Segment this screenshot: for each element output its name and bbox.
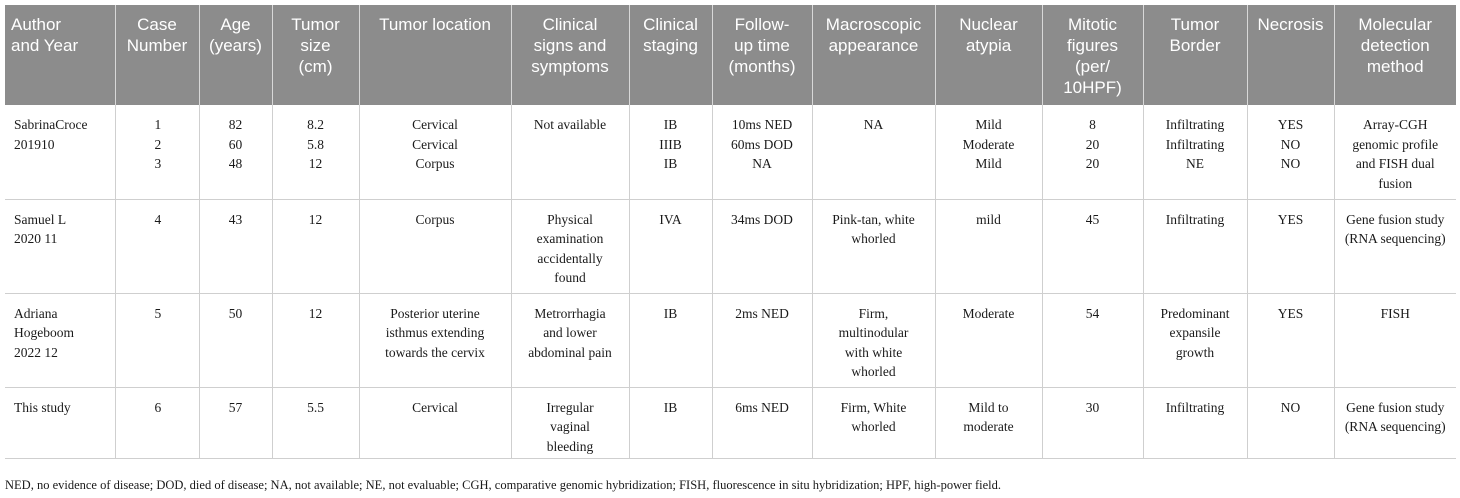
cell-line: NA xyxy=(863,117,884,132)
table-row xyxy=(5,105,1456,199)
cell-mitotic-figures xyxy=(1042,387,1143,458)
cell-line: Irregular xyxy=(546,399,594,415)
cell-line: 57 xyxy=(228,399,243,415)
header-age xyxy=(199,5,272,105)
cell-line: mild xyxy=(976,211,1001,227)
cell-line: Number xyxy=(126,36,188,55)
cell-line: This study xyxy=(14,399,71,415)
cell-case-number xyxy=(115,387,199,458)
cell-line: 5 xyxy=(154,305,162,321)
cell-tumor-location xyxy=(359,199,511,293)
cell-line: 20 xyxy=(1085,136,1100,152)
cell-line: 6 xyxy=(154,399,162,415)
cell-line: NO xyxy=(1280,399,1301,415)
cell-clinical-signs xyxy=(511,105,629,199)
cell-tumor-size xyxy=(272,293,359,387)
cell-tumor-size xyxy=(272,199,359,293)
cell-line: NO xyxy=(1280,156,1301,171)
cell-age xyxy=(199,293,272,387)
cell-nuclear-atypia xyxy=(935,293,1042,387)
header-clinical-staging xyxy=(629,5,712,105)
cell-line: expansile xyxy=(1169,325,1221,340)
header-macroscopic-appearance xyxy=(812,5,935,105)
cell-case-number xyxy=(115,199,199,293)
cell-line: Clinical xyxy=(643,15,698,34)
cell-macroscopic-appearance xyxy=(812,387,935,458)
cell-line: FISH xyxy=(1380,305,1410,321)
cell-clinical-signs xyxy=(511,199,629,293)
cell-line: Corpus xyxy=(415,156,455,171)
case-comparison-table xyxy=(5,5,1456,459)
cell-line: (RNA sequencing) xyxy=(1344,231,1446,246)
cell-line: YES xyxy=(1277,305,1304,321)
table-row xyxy=(5,199,1456,293)
cell-line: Mitotic xyxy=(1067,15,1118,34)
cell-line: symptoms xyxy=(531,57,609,76)
cell-line: growth xyxy=(1175,344,1215,360)
cell-tumor-size xyxy=(272,387,359,458)
cell-line: staging xyxy=(643,36,698,55)
cell-tumor-location xyxy=(359,293,511,387)
cell-age xyxy=(199,199,272,293)
cell-line: (cm) xyxy=(298,57,333,76)
cell-line: Cervical xyxy=(412,117,458,132)
cell-line: 2020 11 xyxy=(14,231,58,246)
cell-line: Molecular xyxy=(1358,15,1433,34)
cell-line: Infiltrating xyxy=(1165,117,1225,132)
cell-line: 201910 xyxy=(14,136,55,152)
cell-macroscopic-appearance xyxy=(812,105,935,199)
cell-line: Infiltrating xyxy=(1165,211,1225,227)
cell-nuclear-atypia xyxy=(935,105,1042,199)
cell-nuclear-atypia xyxy=(935,199,1042,293)
header-tumor-border xyxy=(1143,5,1247,105)
header-case-number xyxy=(115,5,199,105)
cell-line: Author xyxy=(11,15,62,34)
cell-molecular-method xyxy=(1334,105,1456,199)
cell-line: with white xyxy=(844,344,903,360)
header-nuclear-atypia xyxy=(935,5,1042,105)
cell-line: 30 xyxy=(1085,399,1100,415)
cell-line: 20 xyxy=(1085,156,1100,171)
cell-follow-up-time xyxy=(712,293,812,387)
cell-line: and lower xyxy=(543,325,597,340)
cell-follow-up-time xyxy=(712,387,812,458)
cell-line: Nuclear xyxy=(959,15,1018,34)
cell-line: IB xyxy=(663,399,678,415)
cell-line: 60ms DOD xyxy=(731,136,793,152)
cell-tumor-location xyxy=(359,387,511,458)
cell-molecular-method xyxy=(1334,293,1456,387)
cell-line: figures xyxy=(1066,36,1119,55)
cell-line: 1 xyxy=(154,117,162,132)
cell-necrosis xyxy=(1247,387,1334,458)
cell-line: IIIB xyxy=(659,136,682,152)
cell-line: Hogeboom xyxy=(14,325,74,340)
cell-line: signs and xyxy=(533,36,607,55)
cell-line: moderate xyxy=(963,419,1014,434)
cell-line: accidentally xyxy=(537,250,603,266)
header-row xyxy=(5,5,1456,105)
cell-molecular-method xyxy=(1334,199,1456,293)
cell-clinical-staging xyxy=(629,199,712,293)
cell-mitotic-figures xyxy=(1042,105,1143,199)
cell-line: appearance xyxy=(828,36,919,55)
cell-line: bleeding xyxy=(546,438,594,454)
cell-clinical-staging xyxy=(629,293,712,387)
cell-line: Infiltrating xyxy=(1165,136,1225,152)
cell-line: Predominant xyxy=(1160,305,1230,321)
cell-line: whorled xyxy=(851,419,896,434)
cell-line: SabrinaCroce xyxy=(14,117,88,132)
cell-clinical-signs xyxy=(511,387,629,458)
cell-line: Mild xyxy=(975,117,1002,132)
cell-line: Not available xyxy=(533,117,607,132)
cell-line: Mild xyxy=(975,156,1002,171)
cell-line: 2ms NED xyxy=(735,305,789,321)
cell-line: 82 xyxy=(228,117,243,132)
cell-line: Samuel L xyxy=(14,211,67,227)
cell-line: atypia xyxy=(965,36,1012,55)
table-body xyxy=(5,105,1456,458)
cell-line: 12 xyxy=(308,211,323,227)
cell-line: 2 xyxy=(154,136,162,152)
cell-line: (years) xyxy=(209,36,262,55)
cell-line: Cervical xyxy=(412,136,458,152)
cell-follow-up-time xyxy=(712,105,812,199)
cell-clinical-staging xyxy=(629,387,712,458)
cell-necrosis xyxy=(1247,105,1334,199)
cell-line: IB xyxy=(663,305,678,321)
cell-line: found xyxy=(554,270,586,285)
cell-age xyxy=(199,387,272,458)
cell-case-number xyxy=(115,293,199,387)
cell-line: NA xyxy=(752,156,772,171)
cell-line: Firm, xyxy=(858,305,889,321)
cell-line: 5.8 xyxy=(307,136,324,152)
cell-author-and-year xyxy=(5,387,115,458)
header-molecular-method xyxy=(1334,5,1456,105)
cell-line: Array-CGH xyxy=(1363,117,1428,132)
cell-line: Corpus xyxy=(415,211,455,227)
cell-necrosis xyxy=(1247,293,1334,387)
cell-line: Necrosis xyxy=(1257,15,1324,34)
cell-necrosis xyxy=(1247,199,1334,293)
cell-line: Macroscopic xyxy=(825,15,922,34)
cell-line: NO xyxy=(1280,136,1301,152)
cell-line: whorled xyxy=(851,231,896,246)
cell-line: up time xyxy=(734,36,790,55)
cell-line: 6ms NED xyxy=(735,399,789,415)
cell-line: 60 xyxy=(228,136,243,152)
cell-line: Moderate xyxy=(962,136,1015,152)
cell-line: vaginal xyxy=(550,419,590,434)
cell-line: 48 xyxy=(228,156,243,171)
cell-author-and-year xyxy=(5,105,115,199)
cell-line: Physical xyxy=(547,211,593,227)
cell-line: 43 xyxy=(228,211,243,227)
header-tumor-size xyxy=(272,5,359,105)
cell-line: Tumor xyxy=(291,15,340,34)
cell-line: Posterior uterine xyxy=(390,305,480,321)
cell-line: 10ms NED xyxy=(731,117,793,132)
header-clinical-signs xyxy=(511,5,629,105)
cell-line: 8 xyxy=(1089,117,1096,132)
cell-line: 2022 12 xyxy=(14,344,58,360)
cell-line: 54 xyxy=(1085,305,1100,321)
cell-clinical-signs xyxy=(511,293,629,387)
cell-line: 50 xyxy=(228,305,243,321)
cell-line: NE xyxy=(1186,156,1204,171)
cell-line: and FISH dual xyxy=(1355,156,1435,171)
cell-line: Border xyxy=(1169,36,1221,55)
cell-line: 12 xyxy=(308,305,323,321)
cell-line: YES xyxy=(1277,211,1304,227)
table-row xyxy=(5,293,1456,387)
cell-tumor-border xyxy=(1143,199,1247,293)
cell-line: 4 xyxy=(154,211,162,227)
cell-line: examination xyxy=(536,231,604,246)
cell-line: Gene fusion study xyxy=(1346,211,1445,227)
cell-line: Tumor location xyxy=(379,15,491,34)
header-mitotic-figures xyxy=(1042,5,1143,105)
cell-line: YES xyxy=(1277,117,1304,132)
cell-follow-up-time xyxy=(712,199,812,293)
cell-macroscopic-appearance xyxy=(812,199,935,293)
cell-line: 34ms DOD xyxy=(731,211,793,227)
cell-line: and Year xyxy=(11,36,79,55)
cell-line: 12 xyxy=(308,156,323,171)
cell-line: Firm, White xyxy=(840,399,907,415)
cell-nuclear-atypia xyxy=(935,387,1042,458)
cell-line: Moderate xyxy=(962,305,1015,321)
table-row xyxy=(5,387,1456,458)
cell-line: genomic profile xyxy=(1352,136,1439,152)
cell-line: Follow- xyxy=(734,15,790,34)
cell-line: 45 xyxy=(1085,211,1100,227)
cell-line: Age xyxy=(220,15,251,34)
cell-line: Pink-tan, white xyxy=(832,211,915,227)
cell-line: 3 xyxy=(154,156,162,171)
header-author-and-year xyxy=(5,5,115,105)
cell-tumor-size xyxy=(272,105,359,199)
cell-line: Infiltrating xyxy=(1165,399,1225,415)
cell-line: Adriana xyxy=(14,305,58,321)
cell-line: fusion xyxy=(1378,175,1413,191)
cell-line: Metrorrhagia xyxy=(534,305,606,321)
cell-line: towards the cervix xyxy=(385,344,485,360)
cell-line: Clinical xyxy=(542,15,598,34)
cell-line: Gene fusion study xyxy=(1346,399,1445,415)
cell-tumor-border xyxy=(1143,105,1247,199)
cell-line: 10HPF) xyxy=(1063,78,1122,97)
cell-line: whorled xyxy=(851,364,896,379)
cell-tumor-border xyxy=(1143,293,1247,387)
header-follow-up-time xyxy=(712,5,812,105)
cell-clinical-staging xyxy=(629,105,712,199)
cell-line: Tumor xyxy=(1170,15,1220,34)
header-necrosis xyxy=(1247,5,1334,105)
cell-author-and-year xyxy=(5,199,115,293)
cell-case-number xyxy=(115,105,199,199)
cell-line: IB xyxy=(663,156,678,171)
table-footnote: NED, no evidence of disease; DOD, died of disease; NA, not available; NE, not evaluable; CGH, comparative genomic hybridization; FISH, fluorescence in situ hybridization; HPF, high-power field. xyxy=(5,478,1001,492)
cell-line: IVA xyxy=(659,211,682,227)
cell-line: multinodular xyxy=(838,325,909,340)
cell-line: isthmus extending xyxy=(385,325,485,340)
header-tumor-location xyxy=(359,5,511,105)
cell-line: (RNA sequencing) xyxy=(1344,419,1446,434)
cell-line: size xyxy=(300,36,331,55)
cell-line: method xyxy=(1366,57,1424,76)
cell-line: (per/ xyxy=(1075,57,1110,76)
cell-line: abdominal pain xyxy=(528,344,612,360)
cell-mitotic-figures xyxy=(1042,293,1143,387)
cell-macroscopic-appearance xyxy=(812,293,935,387)
cell-line: (months) xyxy=(728,57,796,76)
cell-age xyxy=(199,105,272,199)
cell-line: Mild to xyxy=(968,399,1009,415)
cell-tumor-location xyxy=(359,105,511,199)
cell-line: Case xyxy=(137,15,177,34)
cell-line: detection xyxy=(1360,36,1430,55)
cell-line: 8.2 xyxy=(307,117,324,132)
cell-molecular-method xyxy=(1334,387,1456,458)
cell-author-and-year xyxy=(5,293,115,387)
cell-line: 5.5 xyxy=(307,399,324,415)
cell-mitotic-figures xyxy=(1042,199,1143,293)
cell-line: Cervical xyxy=(412,399,458,415)
cell-tumor-border xyxy=(1143,387,1247,458)
cell-line: IB xyxy=(663,117,678,132)
